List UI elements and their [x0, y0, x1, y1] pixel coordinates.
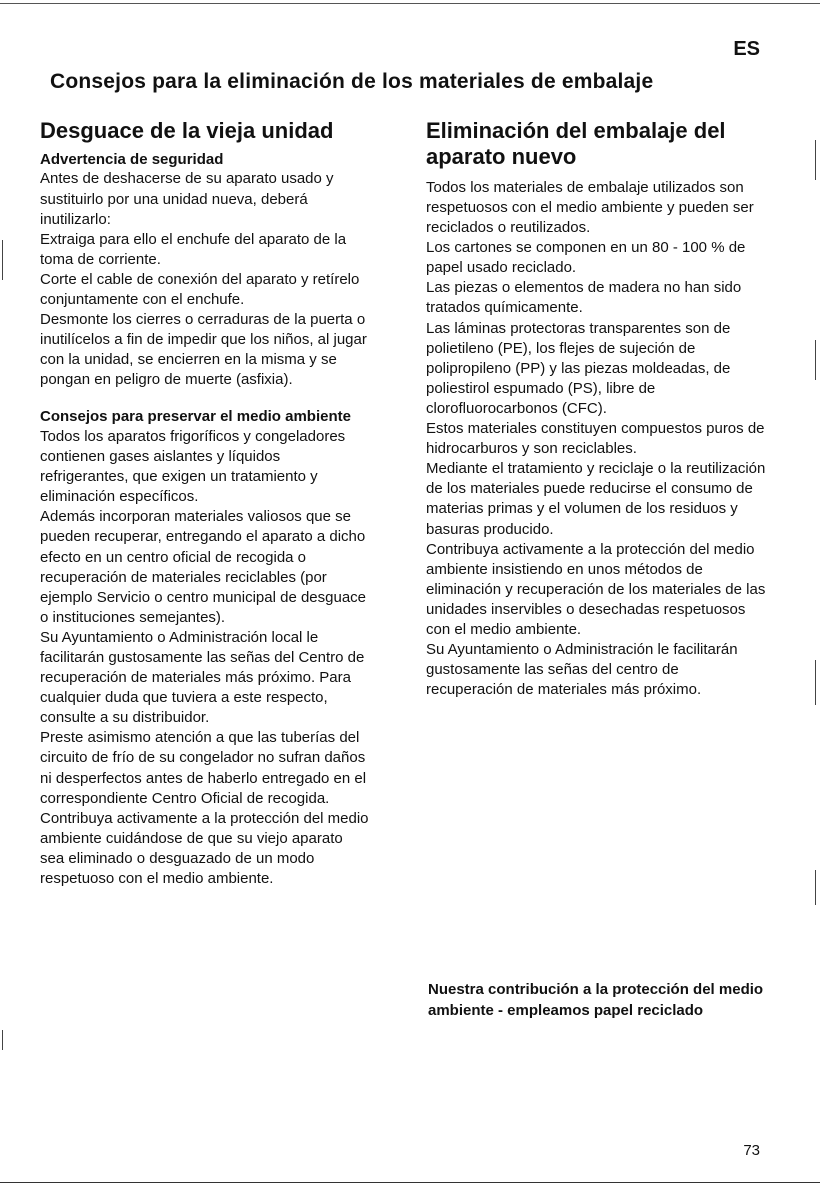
environment-paragraph: Preste asimismo atención a que las tuberías del circuito de frío de su congelador no sufran daños ni desperfectos antes de haberlo entregado en el correspondiente Centro Oficial de recogida. — [40, 729, 367, 807]
safety-warning-text — [40, 169, 370, 390]
packaging-paragraph: Los cartones se componen en un 80 - 100 % de papel usado reciclado. — [426, 239, 746, 277]
environment-paragraph: Su Ayuntamiento o Administración local le facilitarán gustosamente las señas del Centro de recuperación de materiales más próximo. Para cualquier duda que tuviera a este respecto, consulte a su distribuidor. — [40, 628, 365, 727]
scan-margin-mark — [2, 1030, 3, 1050]
environment-paragraph: Contribuya activamente a la protección del medio ambiente cuidándose de que su viejo aparato sea eliminado o desguazado de un modo respetuoso con el medio ambiente. — [40, 809, 369, 888]
environment-paragraph: Todos los aparatos frigoríficos y congeladores contienen gases aislantes y líquidos refrigerantes, que exigen un tratamiento y eliminación específicos. — [40, 427, 346, 506]
scan-margin-mark — [815, 870, 816, 905]
packaging-paragraph: Su Ayuntamiento o Administración le facilitarán gustosamente las señas del centro de recuperación de materiales más próximo. — [426, 641, 738, 699]
safety-paragraph: Desmonte los cierres o cerraduras de la puerta o inutilícelos a fin de impedir que los niños, al jugar con la unidad, se encierren en la misma y se pongan en peligro de muerte (asfixia). — [40, 311, 367, 389]
recycled-paper-note: Nuestra contribución a la protección del medio ambiente - empleamos papel reciclado — [428, 981, 764, 1019]
old-unit-heading: Desguace de la vieja unidad — [40, 118, 334, 143]
packaging-paragraph: Las piezas o elementos de madera no han sido tratados químicamente. — [426, 279, 742, 317]
packaging-paragraph: Estos materiales constituyen compuestos puros de hidrocarburos y son reciclables. — [426, 420, 765, 458]
scan-margin-mark — [815, 660, 816, 705]
scan-margin-mark — [815, 340, 816, 380]
environment-tips-text — [40, 427, 370, 889]
safety-paragraph: Extraiga para ello el enchufe del aparato de la toma de corriente. — [40, 230, 347, 268]
packaging-heading: Eliminación del embalaje del aparato nuevo — [426, 118, 726, 169]
packaging-paragraph: Las láminas protectoras transparentes son de polietileno (PE), los flejes de sujeción de polipropileno (PP) y las piezas moldeadas, de poliestirol espumado (PS), libre de clorofluorocarbonos (CFC). — [426, 319, 731, 417]
packaging-text — [426, 178, 766, 700]
safety-warning-heading: Advertencia de seguridad — [40, 150, 224, 168]
scan-bottom-edge — [0, 1182, 820, 1183]
scan-top-edge — [0, 3, 820, 4]
environment-tips-heading: Consejos para preservar el medio ambiente — [40, 408, 351, 426]
safety-paragraph: Antes de deshacerse de su aparato usado y sustituirlo por una unidad nueva, deberá inutilizarlo: — [40, 170, 334, 228]
page-title: Consejos para la eliminación de los materiales de embalaje — [50, 70, 654, 93]
packaging-paragraph: Mediante el tratamiento y reciclaje o la reutilización de los materiales puede reducirse el consumo de materias primas y el volumen de los residuos y basuras producido. — [426, 460, 766, 538]
language-code: ES — [733, 38, 760, 60]
packaging-paragraph: Contribuya activamente a la protección del medio ambiente insistiendo en unos métodos de eliminación y recuperación de los materiales de las unidades inservibles o desechadas respetuosos con el medio ambiente. — [426, 540, 766, 638]
scan-margin-mark — [815, 140, 816, 180]
scan-margin-mark — [2, 240, 3, 280]
page-number: 73 — [743, 1142, 760, 1159]
old-unit-disposal-section — [40, 118, 370, 889]
packaging-disposal-section — [426, 118, 766, 700]
packaging-paragraph: Todos los materiales de embalaje utilizados son respetuosos con el medio ambiente y pueden ser reciclados o reutilizados. — [426, 178, 754, 237]
safety-paragraph: Corte el cable de conexión del aparato y retírelo conjuntamente con el enchufe. — [40, 270, 360, 309]
environment-paragraph: Además incorporan materiales valiosos que se pueden recuperar, entregando el aparato a dicho efecto en un centro oficial de recogida o recuperación de materiales reciclables (por ejemplo Servicio o centro municipal de desguace o instituciones semejantes). — [40, 508, 367, 626]
